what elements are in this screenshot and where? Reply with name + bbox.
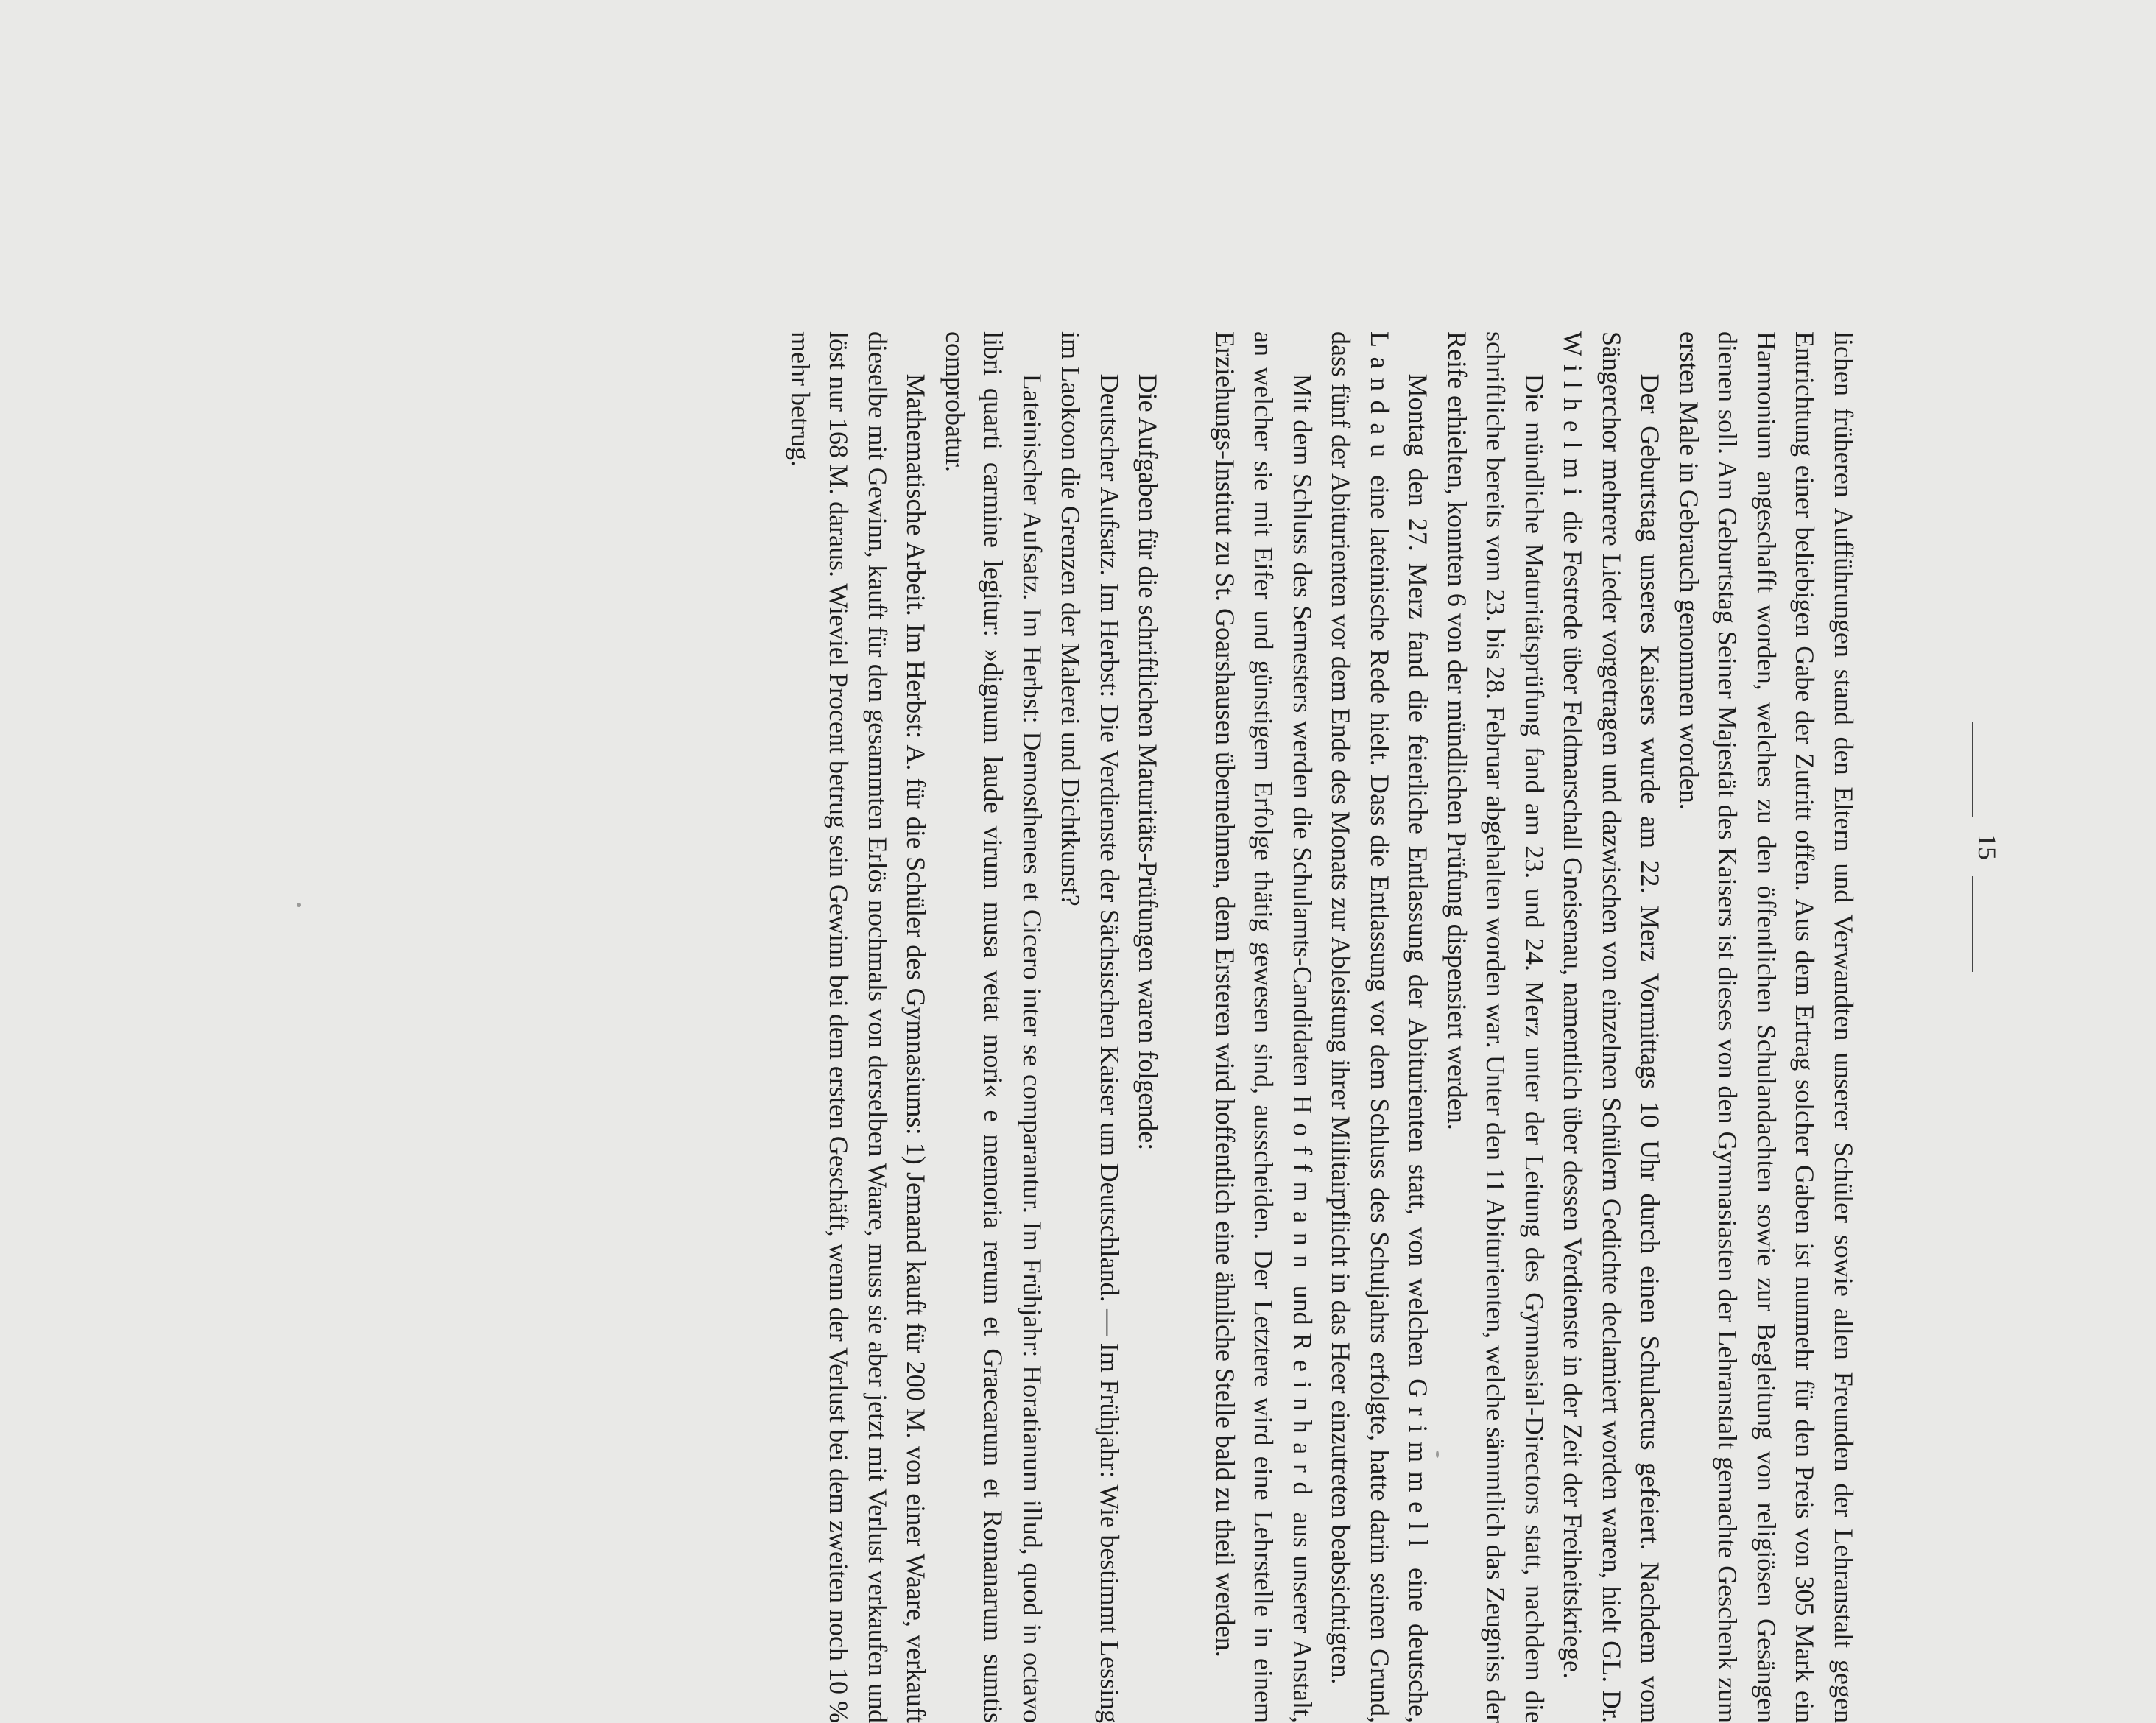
text-run: die Festrede über Feldmarschall Gneisenau, namentlich über dessen Verdienste in der Zeit der Freiheitskriege.: [1558, 504, 1588, 1680]
paragraph: Die mündliche Maturitätsprüfung fand am 23. und 24. Merz unter der Leitung des Gymnasial-Directors statt, nachdem die schriftliche bereits vom 23. bis 28. Februar abgehalten worden war. Unter den 11 Abiturienten, welche sämmtlich das Zeugniss der Reife erhielten, konnten 6 von der mündlichen Prüfung dispensiert werden.: [1442, 331, 1549, 1723]
paragraph: lichen früheren Aufführungen stand den Eltern und Verwandten unserer Schüler sowie allen Freunden der Lehranstalt gegen Entrichtung einer beliebigen Gabe der Zutritt offen. Aus dem Ertrag solcher Gaben ist nunmehr für den Preis von 305 Mark ein Harmonium angeschafft worden, welches zu den öffentlichen Schulandachten sowie zur Begleitung von religiösen Gesängen dienen soll. Am Geburtstag Seiner Majestät des Kaisers ist dieses von den Gymnasiasten der Lehranstalt gemachte Geschenk zum ersten Male in Gebrauch genommen worden.: [1674, 331, 1859, 1723]
spaced-name: Wilhelmi: [1558, 331, 1588, 505]
text-run: Montag den 27. Merz fand die feierliche Entlassung der Abiturienten statt, von welchen: [1403, 373, 1434, 1379]
paragraph: [1206, 331, 1322, 1723]
paragraph: [1554, 331, 1670, 1723]
text-run: eine lateinische Rede hielt. Dass die Entlassung vor dem Schluss des Schuljahrs erfolgte, hatte darin seinen Grund, dass fünf der Abiturienten vor dem Ende des Monats zur Ableistung ihrer Militairpflicht in das Heer einzutreten beabsichtigten.: [1326, 331, 1395, 1723]
scan-speck: [297, 903, 301, 907]
text-run: Mit dem Schluss des Semesters werden die Schulamts-Candidaten: [1288, 373, 1317, 1095]
text-run: und: [1288, 1277, 1317, 1333]
document-page: [110, 147, 2025, 1723]
text-run: aus unserer Anstalt, an welcher sie mit Eifer und günstigem Erfolge thätig gewesen sind, ausscheiden. Der Letztere wird eine Lehrstelle in einem Erziehungs-Institut zu St. Goarshausen übernehmen, dem Ersteren wird hoffentlich eine ähnliche Stelle bald zu theil werden.: [1211, 331, 1317, 1723]
page-number: 15: [1973, 834, 2002, 860]
body-text: [781, 331, 1864, 1723]
page-number-rule-left: [1972, 722, 1973, 817]
paragraph: Lateinischer Aufsatz. Im Herbst: Demosthenes et Cicero inter se comparantur. Im Frühjahr: Horatianum illud, quod in octavo libri quarti carmine legitur: »dignum laude virum musa vetat mori« e memoria rerum et Graecarum et Romanarum sumtis comprobatur.: [940, 331, 1047, 1723]
paragraph: [1322, 331, 1438, 1723]
page-number-rule-right: [1972, 876, 1973, 972]
text-run: eine deutsche,: [1403, 1555, 1434, 1723]
spaced-name: Hoffmann: [1288, 1094, 1317, 1278]
scan-speck: [1436, 1451, 1439, 1458]
paragraph: Deutscher Aufsatz. Im Herbst: Die Verdienste der Sächsischen Kaiser um Deutschland. — Im Frühjahr: Wie bestimmt Lessing im Laokoon die Grenzen der Malerei und Dichtkunst?: [1056, 331, 1124, 1723]
paragraph: Mathematische Arbeit. Im Herbst: A. für die Schüler des Gymnasiums: 1) Jemand kauft für 200 M. von einer Waare, verkauft dieselbe mit Gewinn, kauft für den gesammten Erlös nochmals von derselben Waare, muss sie aber jetzt mit Verlust verkaufen und löst nur 168 M. daraus. Wieviel Procent betrug sein Gewinn bei dem ersten Geschäft, wenn der Verlust bei dem zweiten noch 10 % mehr betrug.: [786, 331, 931, 1723]
spaced-name: Grimmell: [1403, 1378, 1434, 1556]
spaced-name: Reinhard: [1288, 1333, 1317, 1505]
text-run: Der Geburtstag unseres Kaisers wurde am 22. Merz Vormittags 10 Uhr durch einen Schulactus gefeiert. Nachdem vom Sängerchor mehrere Lieder vorgetragen und dazwischen von einzelnen Schülern Gedichte declamiert worden waren, hielt GL. Dr.: [1597, 331, 1666, 1723]
paragraph: Die Aufgaben für die schriftlichen Maturitäts-Prüfungen waren folgende:: [1133, 373, 1163, 1151]
spaced-name: Landau: [1365, 331, 1395, 467]
